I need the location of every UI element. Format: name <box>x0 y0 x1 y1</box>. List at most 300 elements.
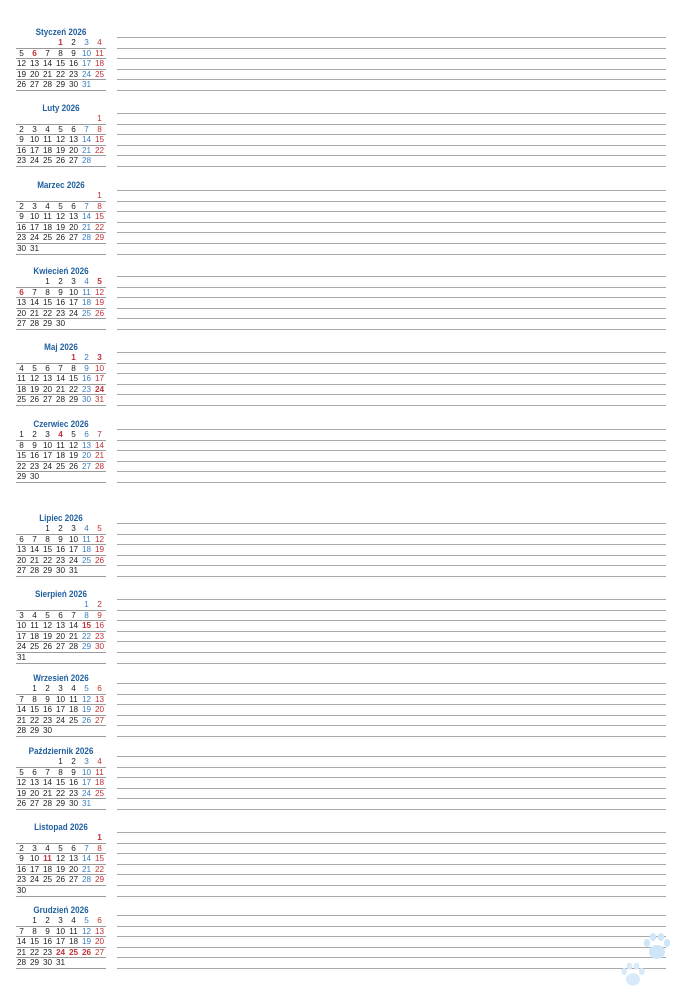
day-cell: 25 <box>55 461 66 471</box>
day-cell: 27 <box>29 799 40 809</box>
day-cell: 16 <box>16 864 27 874</box>
day-cell: 21 <box>16 947 27 957</box>
day-cell: 16 <box>68 59 79 69</box>
note-line <box>117 58 666 59</box>
day-cell: 12 <box>16 59 27 69</box>
day-cell: 21 <box>68 631 79 641</box>
day-cell: 13 <box>55 621 66 631</box>
day-cell: 26 <box>68 461 79 471</box>
day-cell: 16 <box>81 374 92 384</box>
day-cell: 2 <box>71 38 76 47</box>
day-cell: 22 <box>29 947 40 957</box>
day-cell: 4 <box>45 201 50 211</box>
day-cell: 11 <box>17 374 26 384</box>
day-cell: 3 <box>58 684 63 693</box>
day-cell: 5 <box>84 916 89 925</box>
note-line <box>117 124 666 125</box>
day-cell: 6 <box>32 767 37 777</box>
day-cell: 4 <box>97 757 102 766</box>
day-cell: 25 <box>81 555 92 565</box>
day-cell: 31 <box>94 395 105 405</box>
note-line <box>117 211 666 212</box>
day-cell: 15 <box>94 135 105 145</box>
day-cell: 20 <box>94 705 105 715</box>
day-cell: 12 <box>55 135 66 145</box>
day-cell: 16 <box>42 937 53 947</box>
day-cell: 15 <box>81 621 92 631</box>
day-cell: 5 <box>58 843 63 853</box>
day-cell: 2 <box>19 843 24 853</box>
month-title: Kwiecień 2026 <box>33 266 89 277</box>
day-cell: 12 <box>81 694 92 704</box>
week-divider <box>16 896 106 897</box>
note-line <box>117 957 666 958</box>
day-cell: 4 <box>97 38 102 47</box>
note-line <box>117 471 666 472</box>
day-cell: 2 <box>45 684 50 693</box>
day-cell: 20 <box>29 788 40 798</box>
day-cell: 13 <box>68 135 79 145</box>
day-cell: 23 <box>55 555 66 565</box>
note-line <box>117 113 666 114</box>
day-cell: 13 <box>16 298 27 308</box>
day-cell: 24 <box>55 947 66 957</box>
day-cell: 6 <box>32 48 37 58</box>
day-cell: 7 <box>84 843 89 853</box>
day-cell: 18 <box>81 545 92 555</box>
day-cell: 25 <box>94 69 105 79</box>
day-cell: 28 <box>16 726 27 736</box>
day-cell: 10 <box>81 48 92 58</box>
day-cell: 6 <box>97 684 102 693</box>
day-cell: 1 <box>97 114 102 123</box>
day-cell: 22 <box>55 69 66 79</box>
day-cell: 6 <box>84 430 89 439</box>
note-line <box>117 222 666 223</box>
note-line <box>117 641 666 642</box>
day-cell: 19 <box>16 69 27 79</box>
day-cell: 24 <box>16 642 27 652</box>
day-cell: 3 <box>84 757 89 766</box>
day-cell: 29 <box>42 566 53 576</box>
note-line <box>117 201 666 202</box>
note-line <box>117 232 666 233</box>
paw-print-icon <box>618 960 648 990</box>
week-divider <box>16 663 106 664</box>
day-cell: 19 <box>81 937 92 947</box>
day-cell: 21 <box>81 222 92 232</box>
day-cell: 8 <box>84 610 89 620</box>
day-cell: 22 <box>42 308 53 318</box>
week-row <box>16 600 106 611</box>
month-title: Styczeń 2026 <box>35 27 87 38</box>
day-cell: 10 <box>81 767 92 777</box>
note-line <box>117 544 666 545</box>
day-cell: 30 <box>55 566 66 576</box>
day-cell: 30 <box>42 726 53 736</box>
day-cell: 12 <box>16 778 27 788</box>
day-cell: 30 <box>68 80 79 90</box>
day-cell: 13 <box>94 694 105 704</box>
day-cell: 12 <box>55 854 66 864</box>
day-cell: 5 <box>84 684 89 693</box>
day-cell: 4 <box>71 916 76 925</box>
note-line <box>117 610 666 611</box>
day-cell: 20 <box>55 631 66 641</box>
day-cell: 10 <box>29 135 40 145</box>
note-line <box>117 874 666 875</box>
day-cell: 27 <box>68 156 79 166</box>
day-cell: 4 <box>45 843 50 853</box>
day-cell: 28 <box>81 233 92 243</box>
note-line <box>117 777 666 778</box>
day-cell: 30 <box>68 799 79 809</box>
day-cell: 10 <box>68 287 79 297</box>
day-cell: 21 <box>16 715 27 725</box>
day-cell: 20 <box>16 308 27 318</box>
note-line <box>117 429 666 430</box>
note-line <box>117 599 666 600</box>
note-line <box>117 440 666 441</box>
day-cell: 14 <box>81 135 92 145</box>
day-cell: 23 <box>29 461 40 471</box>
day-cell: 23 <box>68 788 79 798</box>
day-cell: 22 <box>29 715 40 725</box>
day-cell: 28 <box>16 958 27 968</box>
day-cell: 17 <box>29 222 40 232</box>
day-cell: 24 <box>55 715 66 725</box>
day-cell: 21 <box>94 451 105 461</box>
day-cell: 7 <box>19 926 24 936</box>
note-line <box>117 523 666 524</box>
day-cell: 14 <box>16 937 27 947</box>
day-cell: 3 <box>32 124 37 134</box>
day-cell: 30 <box>55 319 66 329</box>
note-line <box>117 276 666 277</box>
day-cell: 22 <box>94 222 105 232</box>
day-cell: 26 <box>94 555 105 565</box>
day-cell: 24 <box>81 69 92 79</box>
day-cell: 15 <box>16 451 27 461</box>
day-cell: 15 <box>94 854 105 864</box>
day-cell: 1 <box>71 353 76 362</box>
day-cell: 22 <box>81 631 92 641</box>
day-cell: 11 <box>95 48 104 58</box>
day-cell: 31 <box>81 80 92 90</box>
day-cell: 1 <box>97 191 102 200</box>
note-line <box>117 145 666 146</box>
day-cell: 28 <box>42 80 53 90</box>
day-cell: 9 <box>71 767 76 777</box>
day-cell: 29 <box>55 80 66 90</box>
day-cell: 18 <box>42 145 53 155</box>
day-cell: 5 <box>32 363 37 373</box>
day-cell: 18 <box>42 864 53 874</box>
note-line <box>117 756 666 757</box>
day-cell: 12 <box>29 374 40 384</box>
day-cell: 7 <box>84 124 89 134</box>
day-cell: 14 <box>81 854 92 864</box>
day-cell: 17 <box>81 778 92 788</box>
day-cell: 13 <box>29 778 40 788</box>
note-line <box>117 254 666 255</box>
day-cell: 3 <box>45 430 50 439</box>
day-cell: 21 <box>81 864 92 874</box>
day-cell: 20 <box>42 384 53 394</box>
note-line <box>117 308 666 309</box>
day-cell: 4 <box>71 684 76 693</box>
day-cell: 1 <box>58 757 63 766</box>
day-cell: 27 <box>94 715 105 725</box>
day-cell: 22 <box>94 864 105 874</box>
day-cell: 20 <box>16 555 27 565</box>
day-cell: 10 <box>29 212 40 222</box>
day-cell: 13 <box>42 374 53 384</box>
day-cell: 9 <box>84 363 89 373</box>
day-cell: 15 <box>42 298 53 308</box>
day-cell: 11 <box>43 135 52 145</box>
day-cell: 6 <box>71 843 76 853</box>
note-line <box>117 555 666 556</box>
day-cell: 15 <box>55 59 66 69</box>
day-cell: 26 <box>81 947 92 957</box>
day-cell: 12 <box>94 287 105 297</box>
day-cell: 21 <box>29 555 40 565</box>
day-cell: 11 <box>69 926 78 936</box>
day-cell: 18 <box>94 59 105 69</box>
day-cell: 13 <box>16 545 27 555</box>
day-cell: 3 <box>84 38 89 47</box>
day-cell: 10 <box>29 854 40 864</box>
note-line <box>117 243 666 244</box>
day-cell: 14 <box>42 778 53 788</box>
note-line <box>117 715 666 716</box>
day-cell: 5 <box>19 48 24 58</box>
day-cell: 16 <box>55 298 66 308</box>
week-row <box>16 353 106 364</box>
day-cell: 29 <box>16 472 27 482</box>
note-line <box>117 798 666 799</box>
day-cell: 2 <box>19 124 24 134</box>
day-cell: 15 <box>29 937 40 947</box>
day-cell: 11 <box>82 534 91 544</box>
day-cell: 25 <box>68 947 79 957</box>
day-cell: 31 <box>55 958 66 968</box>
day-cell: 23 <box>68 69 79 79</box>
day-cell: 12 <box>42 621 53 631</box>
day-cell: 7 <box>84 201 89 211</box>
day-cell: 8 <box>71 363 76 373</box>
note-line <box>117 620 666 621</box>
day-cell: 27 <box>16 319 27 329</box>
day-cell: 4 <box>84 277 89 286</box>
day-cell: 19 <box>55 222 66 232</box>
day-cell: 22 <box>16 461 27 471</box>
day-cell: 20 <box>81 451 92 461</box>
note-line <box>117 832 666 833</box>
day-cell: 1 <box>45 524 50 533</box>
note-line <box>117 69 666 70</box>
note-line <box>117 694 666 695</box>
note-line <box>117 394 666 395</box>
note-line <box>117 565 666 566</box>
day-cell: 8 <box>97 124 102 134</box>
day-cell: 4 <box>45 124 50 134</box>
week-row <box>16 886 106 897</box>
month-title: Maj 2026 <box>44 342 78 353</box>
day-cell: 1 <box>19 430 24 439</box>
day-cell: 16 <box>94 621 105 631</box>
day-cell: 18 <box>42 222 53 232</box>
day-cell: 28 <box>81 875 92 885</box>
note-line <box>117 631 666 632</box>
note-line <box>117 885 666 886</box>
day-cell: 25 <box>94 788 105 798</box>
day-cell: 8 <box>45 287 50 297</box>
note-line <box>117 405 666 406</box>
week-row <box>16 191 106 202</box>
note-line <box>117 373 666 374</box>
day-cell: 8 <box>32 926 37 936</box>
day-cell: 29 <box>94 875 105 885</box>
day-cell: 24 <box>68 308 79 318</box>
day-cell: 7 <box>45 767 50 777</box>
note-line <box>117 809 666 810</box>
day-cell: 28 <box>68 642 79 652</box>
day-cell: 7 <box>97 430 102 439</box>
day-cell: 29 <box>29 726 40 736</box>
day-cell: 30 <box>81 395 92 405</box>
day-cell: 15 <box>42 545 53 555</box>
day-cell: 13 <box>29 59 40 69</box>
paw-print-icon <box>640 930 674 964</box>
note-line <box>117 968 666 969</box>
note-line <box>117 864 666 865</box>
day-cell: 30 <box>29 472 40 482</box>
day-cell: 29 <box>29 958 40 968</box>
day-cell: 7 <box>19 694 24 704</box>
note-line <box>117 37 666 38</box>
day-cell: 10 <box>16 621 27 631</box>
day-cell: 30 <box>94 642 105 652</box>
day-cell: 23 <box>42 947 53 957</box>
day-cell: 14 <box>68 621 79 631</box>
day-cell: 3 <box>19 610 24 620</box>
note-line <box>117 534 666 535</box>
day-cell: 9 <box>97 610 102 620</box>
day-cell: 3 <box>71 524 76 533</box>
day-cell: 30 <box>42 958 53 968</box>
day-cell: 25 <box>68 715 79 725</box>
day-cell: 27 <box>68 233 79 243</box>
note-line <box>117 767 666 768</box>
day-cell: 17 <box>94 374 105 384</box>
note-line <box>117 363 666 364</box>
day-cell: 18 <box>68 705 79 715</box>
day-cell: 30 <box>16 244 27 253</box>
day-cell: 7 <box>32 287 37 297</box>
day-cell: 27 <box>42 395 53 405</box>
day-cell: 10 <box>94 363 105 373</box>
day-cell: 17 <box>68 545 79 555</box>
day-cell: 2 <box>97 600 102 609</box>
day-cell: 2 <box>45 916 50 925</box>
day-cell: 9 <box>58 534 63 544</box>
day-cell: 11 <box>43 854 52 864</box>
note-line <box>117 704 666 705</box>
day-cell: 24 <box>81 788 92 798</box>
day-cell: 18 <box>81 298 92 308</box>
day-cell: 12 <box>94 534 105 544</box>
day-cell: 14 <box>94 440 105 450</box>
day-cell: 24 <box>94 384 105 394</box>
note-line <box>117 166 666 167</box>
day-cell: 3 <box>97 353 102 362</box>
day-cell: 6 <box>58 610 63 620</box>
note-line <box>117 576 666 577</box>
day-cell: 24 <box>29 233 40 243</box>
week-row <box>16 653 106 664</box>
day-cell: 7 <box>45 48 50 58</box>
day-cell: 14 <box>16 705 27 715</box>
day-cell: 24 <box>68 555 79 565</box>
day-cell: 24 <box>29 156 40 166</box>
day-cell: 3 <box>32 201 37 211</box>
day-cell: 2 <box>58 524 63 533</box>
day-cell: 16 <box>16 145 27 155</box>
day-cell: 1 <box>58 38 63 47</box>
day-cell: 8 <box>58 48 63 58</box>
day-cell: 19 <box>29 384 40 394</box>
day-cell: 5 <box>58 201 63 211</box>
day-cell: 6 <box>19 534 24 544</box>
note-line <box>117 287 666 288</box>
day-cell: 23 <box>42 715 53 725</box>
day-cell: 14 <box>29 298 40 308</box>
day-cell: 14 <box>81 212 92 222</box>
day-cell: 20 <box>68 864 79 874</box>
note-line <box>117 482 666 483</box>
day-cell: 19 <box>55 864 66 874</box>
day-cell: 1 <box>84 600 89 609</box>
note-line <box>117 843 666 844</box>
day-cell: 17 <box>55 705 66 715</box>
day-cell: 26 <box>16 80 27 90</box>
day-cell: 25 <box>29 642 40 652</box>
month-title: Marzec 2026 <box>37 180 85 191</box>
day-cell: 9 <box>32 440 37 450</box>
day-cell: 22 <box>68 384 79 394</box>
day-cell: 5 <box>58 124 63 134</box>
day-cell: 21 <box>55 384 66 394</box>
month-title: Sierpień 2026 <box>34 589 88 600</box>
day-cell: 4 <box>84 524 89 533</box>
day-cell: 27 <box>81 461 92 471</box>
day-cell: 2 <box>32 430 37 439</box>
note-line <box>117 947 666 948</box>
note-line <box>117 853 666 854</box>
note-line <box>117 896 666 897</box>
day-cell: 27 <box>29 80 40 90</box>
note-line <box>117 663 666 664</box>
day-cell: 26 <box>16 799 27 809</box>
day-cell: 20 <box>68 222 79 232</box>
day-cell: 14 <box>29 545 40 555</box>
note-line <box>117 936 666 937</box>
day-cell: 6 <box>71 201 76 211</box>
day-cell: 2 <box>19 201 24 211</box>
day-cell: 14 <box>55 374 66 384</box>
